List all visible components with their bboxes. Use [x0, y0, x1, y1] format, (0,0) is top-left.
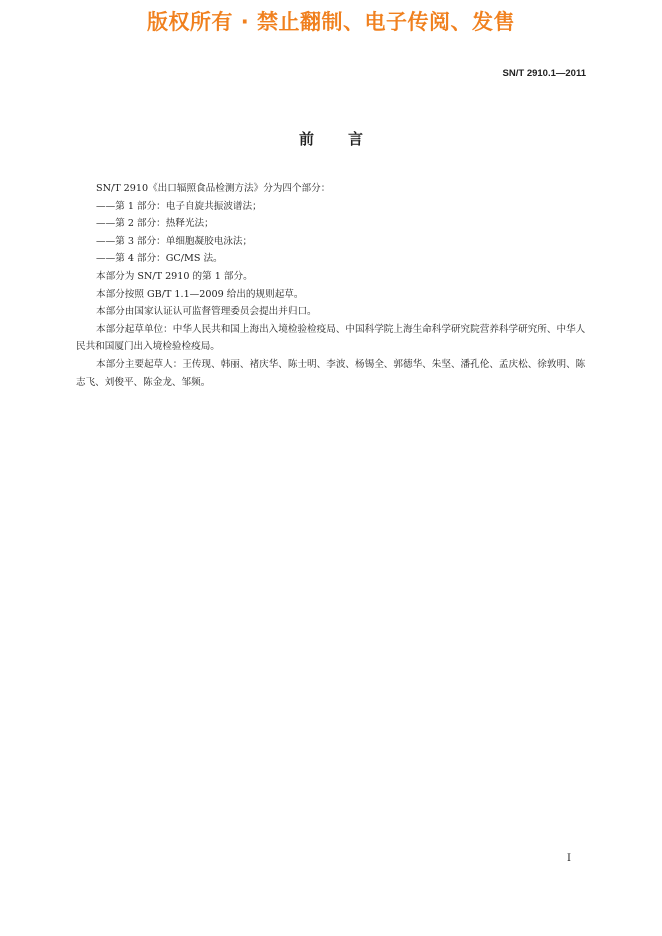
paragraph-drafting-units: 本部分起草单位：中华人民共和国上海出入境检验检疫局、中国科学院上海生命科学研究院营养科学研究所、中华人民共和国厦门出入境检验检疫局。 [76, 323, 586, 353]
page-number: I [567, 853, 571, 864]
standard-code: SN/T 2910.1—2011 [502, 68, 586, 79]
copyright-banner: 版权所有 · 禁止翻制、电子传阅、发售 [146, 10, 516, 34]
list-item-part-1: ——第 1 部分：电子自旋共振波谱法； [96, 200, 262, 212]
foreword-body [76, 180, 588, 391]
list-item-part-4: ——第 4 部分：GC/MS 法。 [96, 253, 223, 265]
paragraph-intro: SN/T 2910《出口辐照食品检测方法》分为四个部分： [96, 183, 331, 194]
list-item-part-3: ——第 3 部分：单细胞凝胶电泳法； [96, 235, 253, 247]
paragraph-proposer: 本部分由国家认证认可监督管理委员会提出并归口。 [96, 306, 317, 318]
paragraph-drafting-rules: 本部分按照 GB/T 1.1—2009 给出的规则起草。 [96, 288, 304, 300]
page-title: 前言 [298, 130, 397, 148]
paragraph-drafters: 本部分主要起草人：王传现、韩丽、褚庆华、陈士明、李波、杨锡全、郭德华、朱坚、潘孔伦、孟庆松、徐敦明、陈志飞、刘俊平、陈金龙、邹频。 [76, 358, 586, 388]
paragraph-part-scope: 本部分为 SN/T 2910 的第 1 部分。 [96, 270, 253, 282]
list-item-part-2: ——第 2 部分：热释光法； [96, 218, 214, 230]
